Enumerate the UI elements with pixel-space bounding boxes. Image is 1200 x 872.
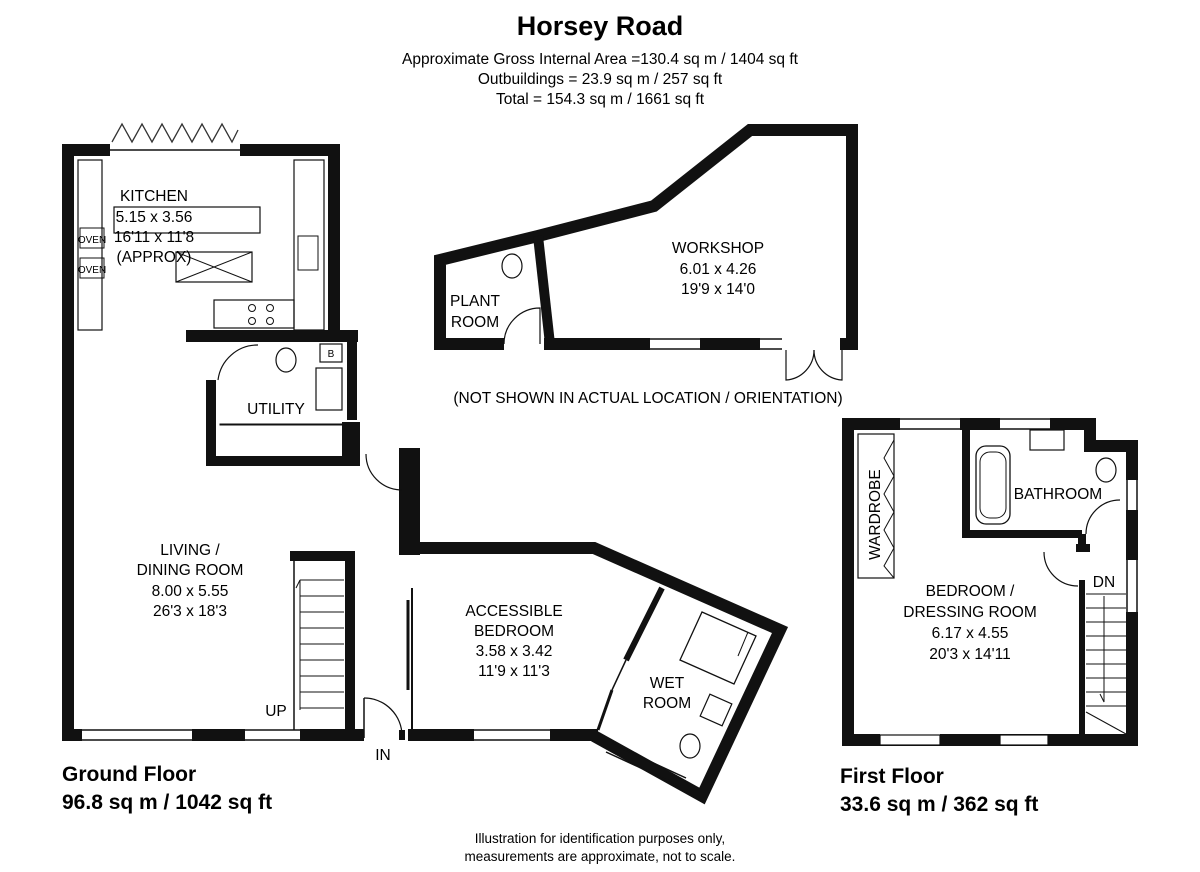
svg-text:DRESSING ROOM: DRESSING ROOM bbox=[903, 604, 1037, 621]
svg-text:WORKSHOP: WORKSHOP bbox=[671, 240, 765, 257]
svg-text:26'3 x 18'3: 26'3 x 18'3 bbox=[152, 603, 228, 620]
svg-text:KITCHEN: KITCHEN bbox=[119, 188, 189, 205]
stairs-up-label: UP bbox=[265, 703, 287, 720]
svg-text:6.17 x 4.55: 6.17 x 4.55 bbox=[931, 625, 1009, 642]
stairs-down-label: DN bbox=[1092, 574, 1116, 591]
svg-text:BEDROOM /: BEDROOM / bbox=[925, 583, 1015, 600]
entrance-label: IN bbox=[375, 747, 391, 764]
accessible-bedroom-label bbox=[465, 603, 562, 680]
svg-text:(APPROX): (APPROX) bbox=[116, 249, 192, 266]
svg-text:LIVING /: LIVING / bbox=[160, 542, 220, 559]
outbuilding-note: (NOT SHOWN IN ACTUAL LOCATION / ORIENTATION) bbox=[453, 390, 843, 407]
outbuildings-area-text: Outbuildings = 23.9 sq m / 257 sq ft bbox=[477, 71, 723, 88]
svg-text:PLANT: PLANT bbox=[450, 293, 500, 310]
living-dining-label bbox=[137, 542, 244, 620]
svg-text:11'9 x 11'3: 11'9 x 11'3 bbox=[478, 663, 550, 680]
plan-title: Horsey Road bbox=[516, 11, 684, 41]
wet-room-label bbox=[643, 675, 691, 712]
svg-text:20'3 x 14'11: 20'3 x 14'11 bbox=[929, 646, 1011, 663]
utility-label: UTILITY bbox=[247, 401, 305, 418]
bathroom-label: BATHROOM bbox=[1013, 486, 1103, 503]
svg-text:6.01 x 4.26: 6.01 x 4.26 bbox=[679, 261, 757, 278]
outbuildings-plan bbox=[440, 130, 852, 380]
first-floor-title: First Floor bbox=[840, 765, 944, 788]
disclaimer-line-1: Illustration for identification purposes only, bbox=[474, 831, 726, 846]
svg-text:3.58 x 3.42: 3.58 x 3.42 bbox=[475, 643, 553, 660]
ground-floor-area: 96.8 sq m / 1042 sq ft bbox=[62, 791, 273, 814]
wardrobe-label: WARDROBE bbox=[867, 469, 884, 560]
oven-label: OVEN bbox=[77, 265, 107, 276]
oven-label: OVEN bbox=[77, 235, 107, 246]
svg-text:16'11 x 11'8: 16'11 x 11'8 bbox=[113, 229, 195, 246]
svg-text:WET: WET bbox=[649, 675, 685, 692]
gross-area-text: Approximate Gross Internal Area =130.4 sq m / 1404 sq ft bbox=[402, 51, 798, 68]
ground-floor-title: Ground Floor bbox=[62, 763, 197, 786]
svg-text:19'9 x 14'0: 19'9 x 14'0 bbox=[680, 281, 756, 298]
svg-text:8.00 x 5.55: 8.00 x 5.55 bbox=[151, 583, 229, 600]
first-floor-area: 33.6 sq m / 362 sq ft bbox=[840, 793, 1039, 816]
bedroom-dressing-label bbox=[903, 583, 1036, 663]
boiler-label: B bbox=[327, 349, 335, 360]
plant-room-label bbox=[450, 293, 500, 331]
total-area-text: Total = 154.3 sq m / 1661 sq ft bbox=[495, 91, 705, 108]
svg-text:5.15 x 3.56: 5.15 x 3.56 bbox=[115, 209, 193, 226]
disclaimer-line-2: measurements are approximate, not to scale. bbox=[464, 849, 736, 864]
svg-text:ROOM: ROOM bbox=[642, 695, 692, 712]
workshop-label bbox=[672, 240, 764, 298]
kitchen-label bbox=[114, 188, 194, 266]
svg-text:DINING ROOM: DINING ROOM bbox=[136, 562, 244, 579]
svg-text:ROOM: ROOM bbox=[450, 314, 500, 331]
svg-text:BEDROOM: BEDROOM bbox=[473, 623, 555, 640]
svg-text:ACCESSIBLE: ACCESSIBLE bbox=[465, 603, 563, 620]
